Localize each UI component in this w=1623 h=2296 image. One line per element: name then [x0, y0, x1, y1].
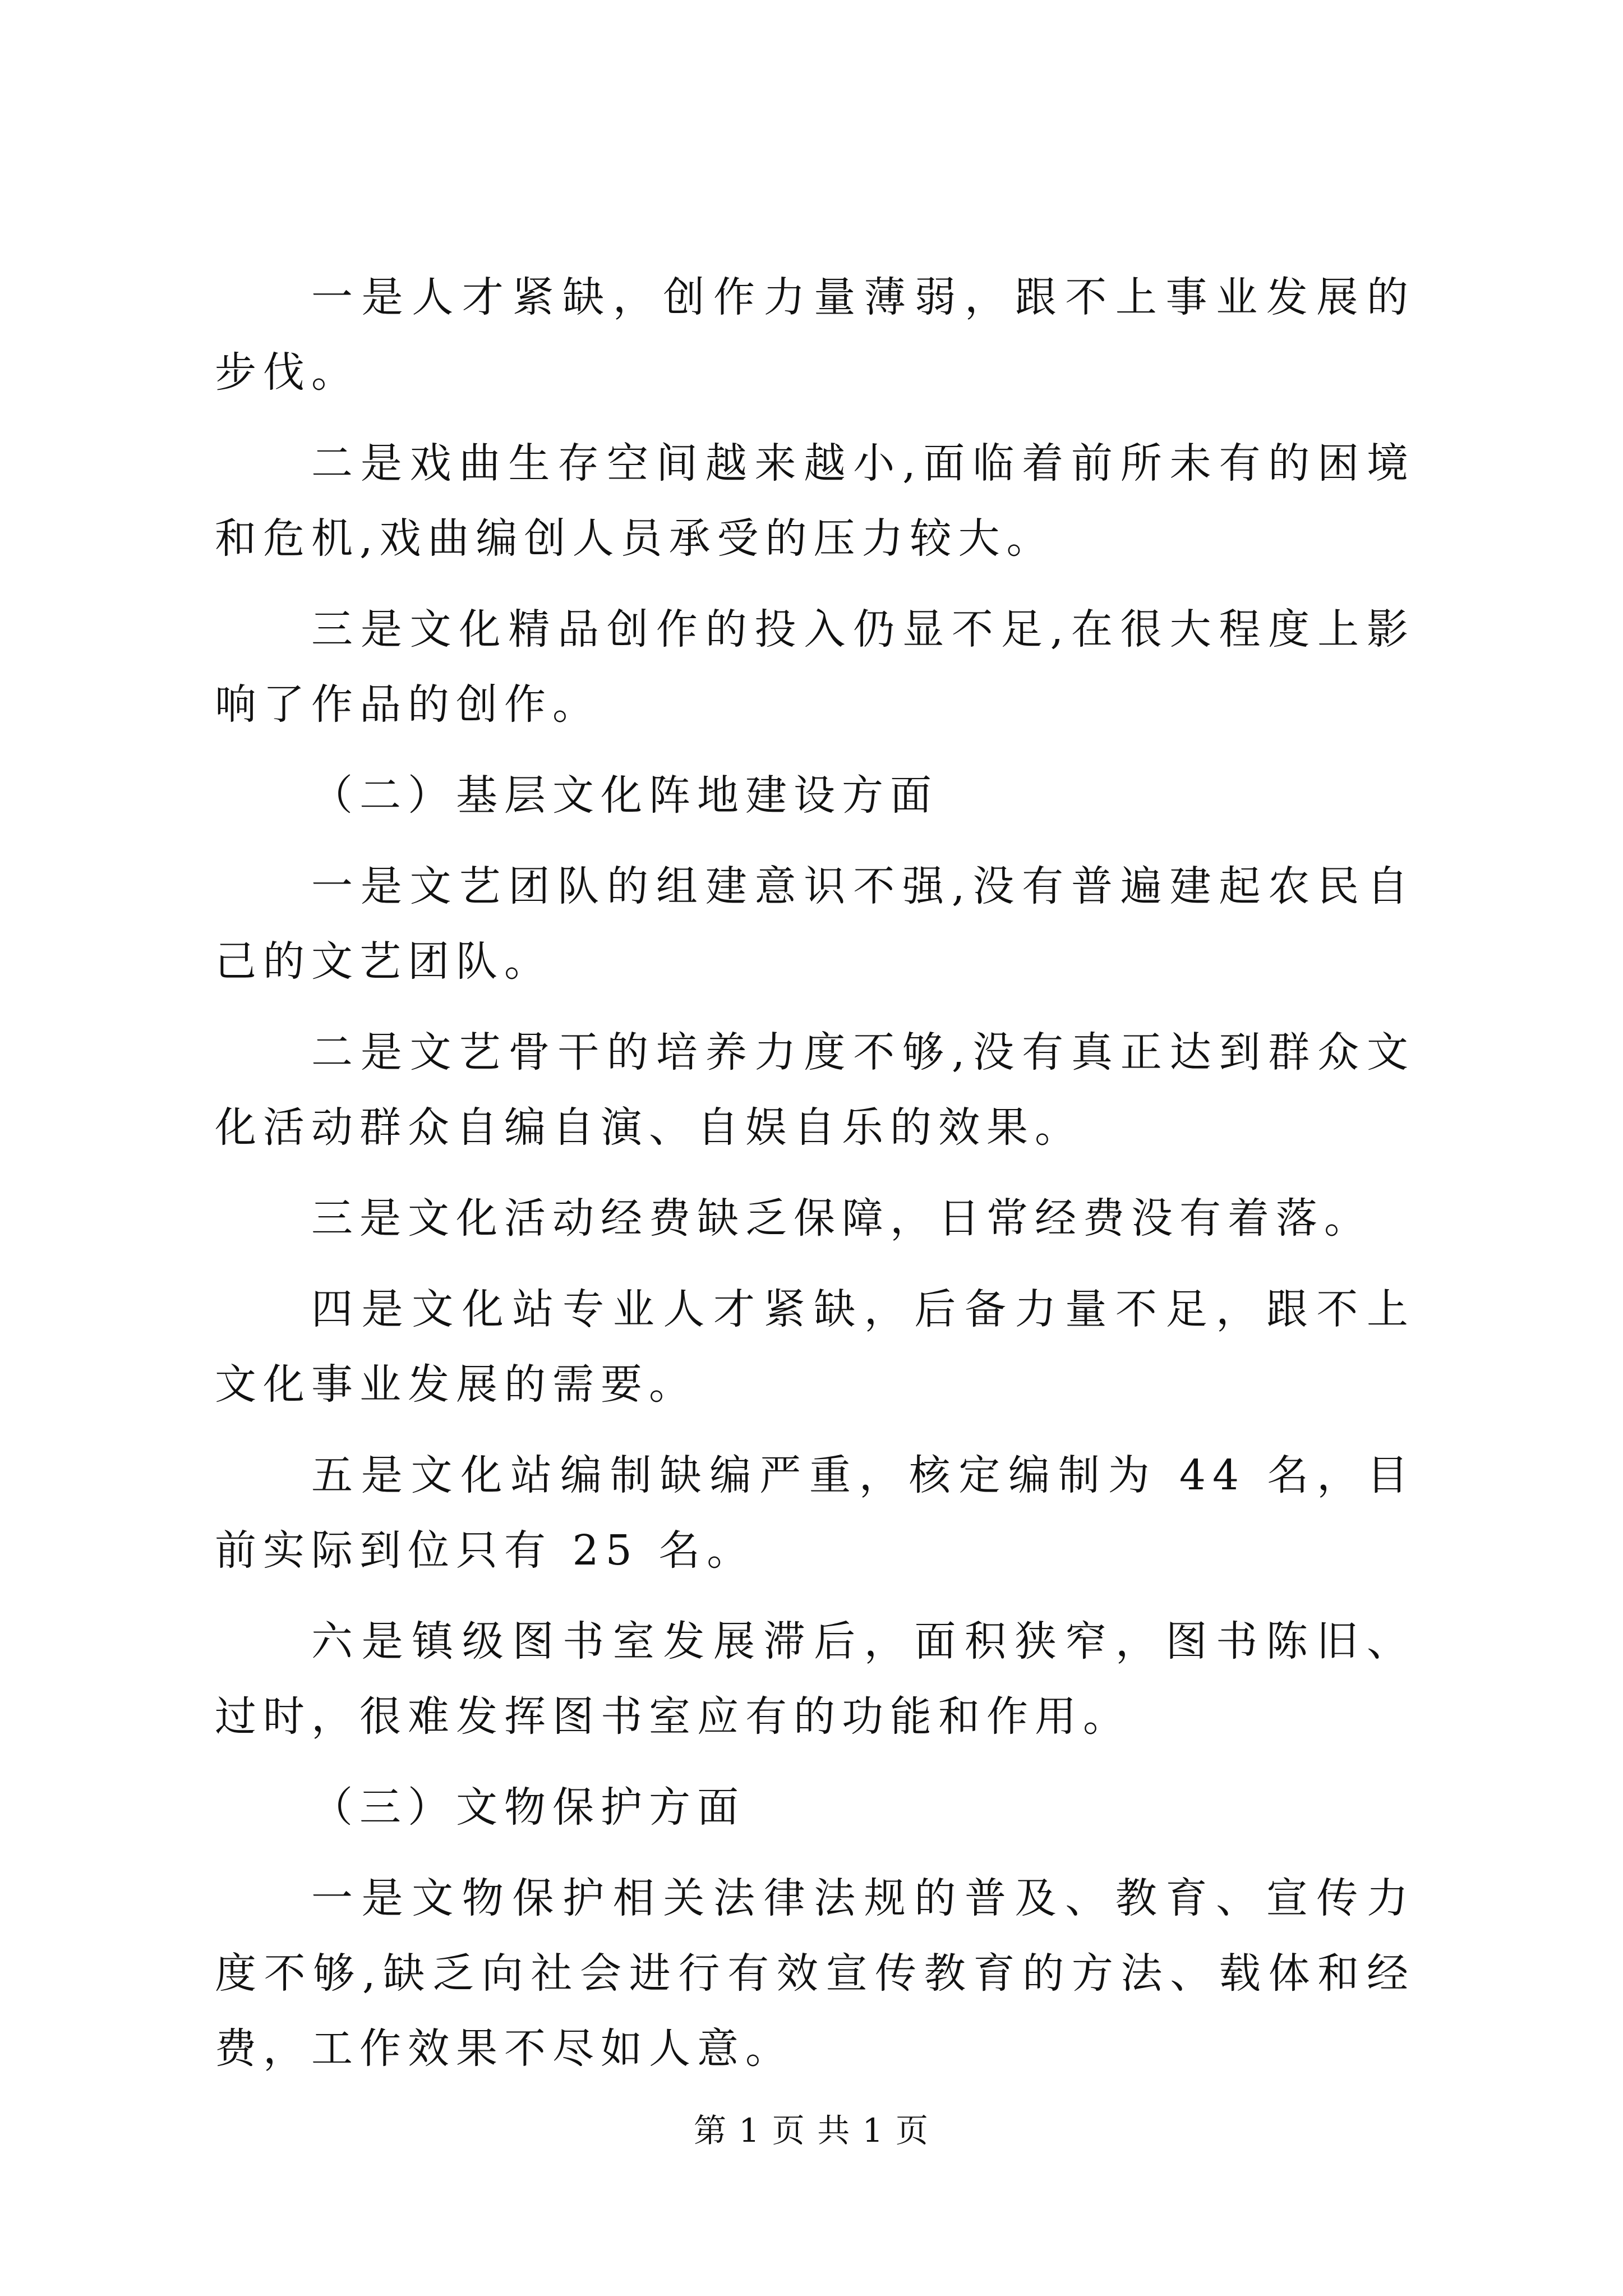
document-body — [215, 260, 1415, 2102]
section-heading-2: （二）基层文化阵地建设方面 — [311, 771, 938, 820]
paragraph-8: 五是文化站编制缺编严重，核定编制为 44 名，目前实际到位只有 25 名。 — [215, 1451, 1415, 1575]
paragraph-6: 三是文化活动经费缺乏保障，日常经费没有着落。 — [311, 1194, 1372, 1243]
paragraph-5: 二是文艺骨干的培养力度不够,没有真正达到群众文化活动群众自编自演、自娱自乐的效果。 — [215, 1028, 1415, 1152]
page-number-label: 第 1 页 共 1 页 — [694, 2111, 929, 2150]
page-footer — [0, 2108, 1623, 2153]
paragraph-4: 一是文艺团队的组建意识不强,没有普遍建起农民自己的文艺团队。 — [215, 862, 1415, 986]
paragraph-9: 六是镇级图书室发展滞后，面积狭窄，图书陈旧、过时，很难发挥图书室应有的功能和作用。 — [215, 1617, 1415, 1741]
paragraph-2: 二是戏曲生存空间越来越小,面临着前所未有的困境和危机,戏曲编创人员承受的压力较大。 — [215, 439, 1415, 563]
paragraph-7: 四是文化站专业人才紧缺，后备力量不足，跟不上文化事业发展的需要。 — [215, 1285, 1415, 1409]
paragraph-3: 三是文化精品创作的投入仍显不足,在很大程度上影响了作品的创作。 — [215, 605, 1415, 729]
paragraph-10: 一是文物保护相关法律法规的普及、教育、宣传力度不够,缺乏向社会进行有效宣传教育的方法、载体和经费，工作效果不尽如人意。 — [215, 1874, 1415, 2073]
section-heading-3: （三）文物保护方面 — [311, 1783, 745, 1832]
paragraph-1: 一是人才紧缺，创作力量薄弱，跟不上事业发展的步伐。 — [215, 273, 1415, 397]
